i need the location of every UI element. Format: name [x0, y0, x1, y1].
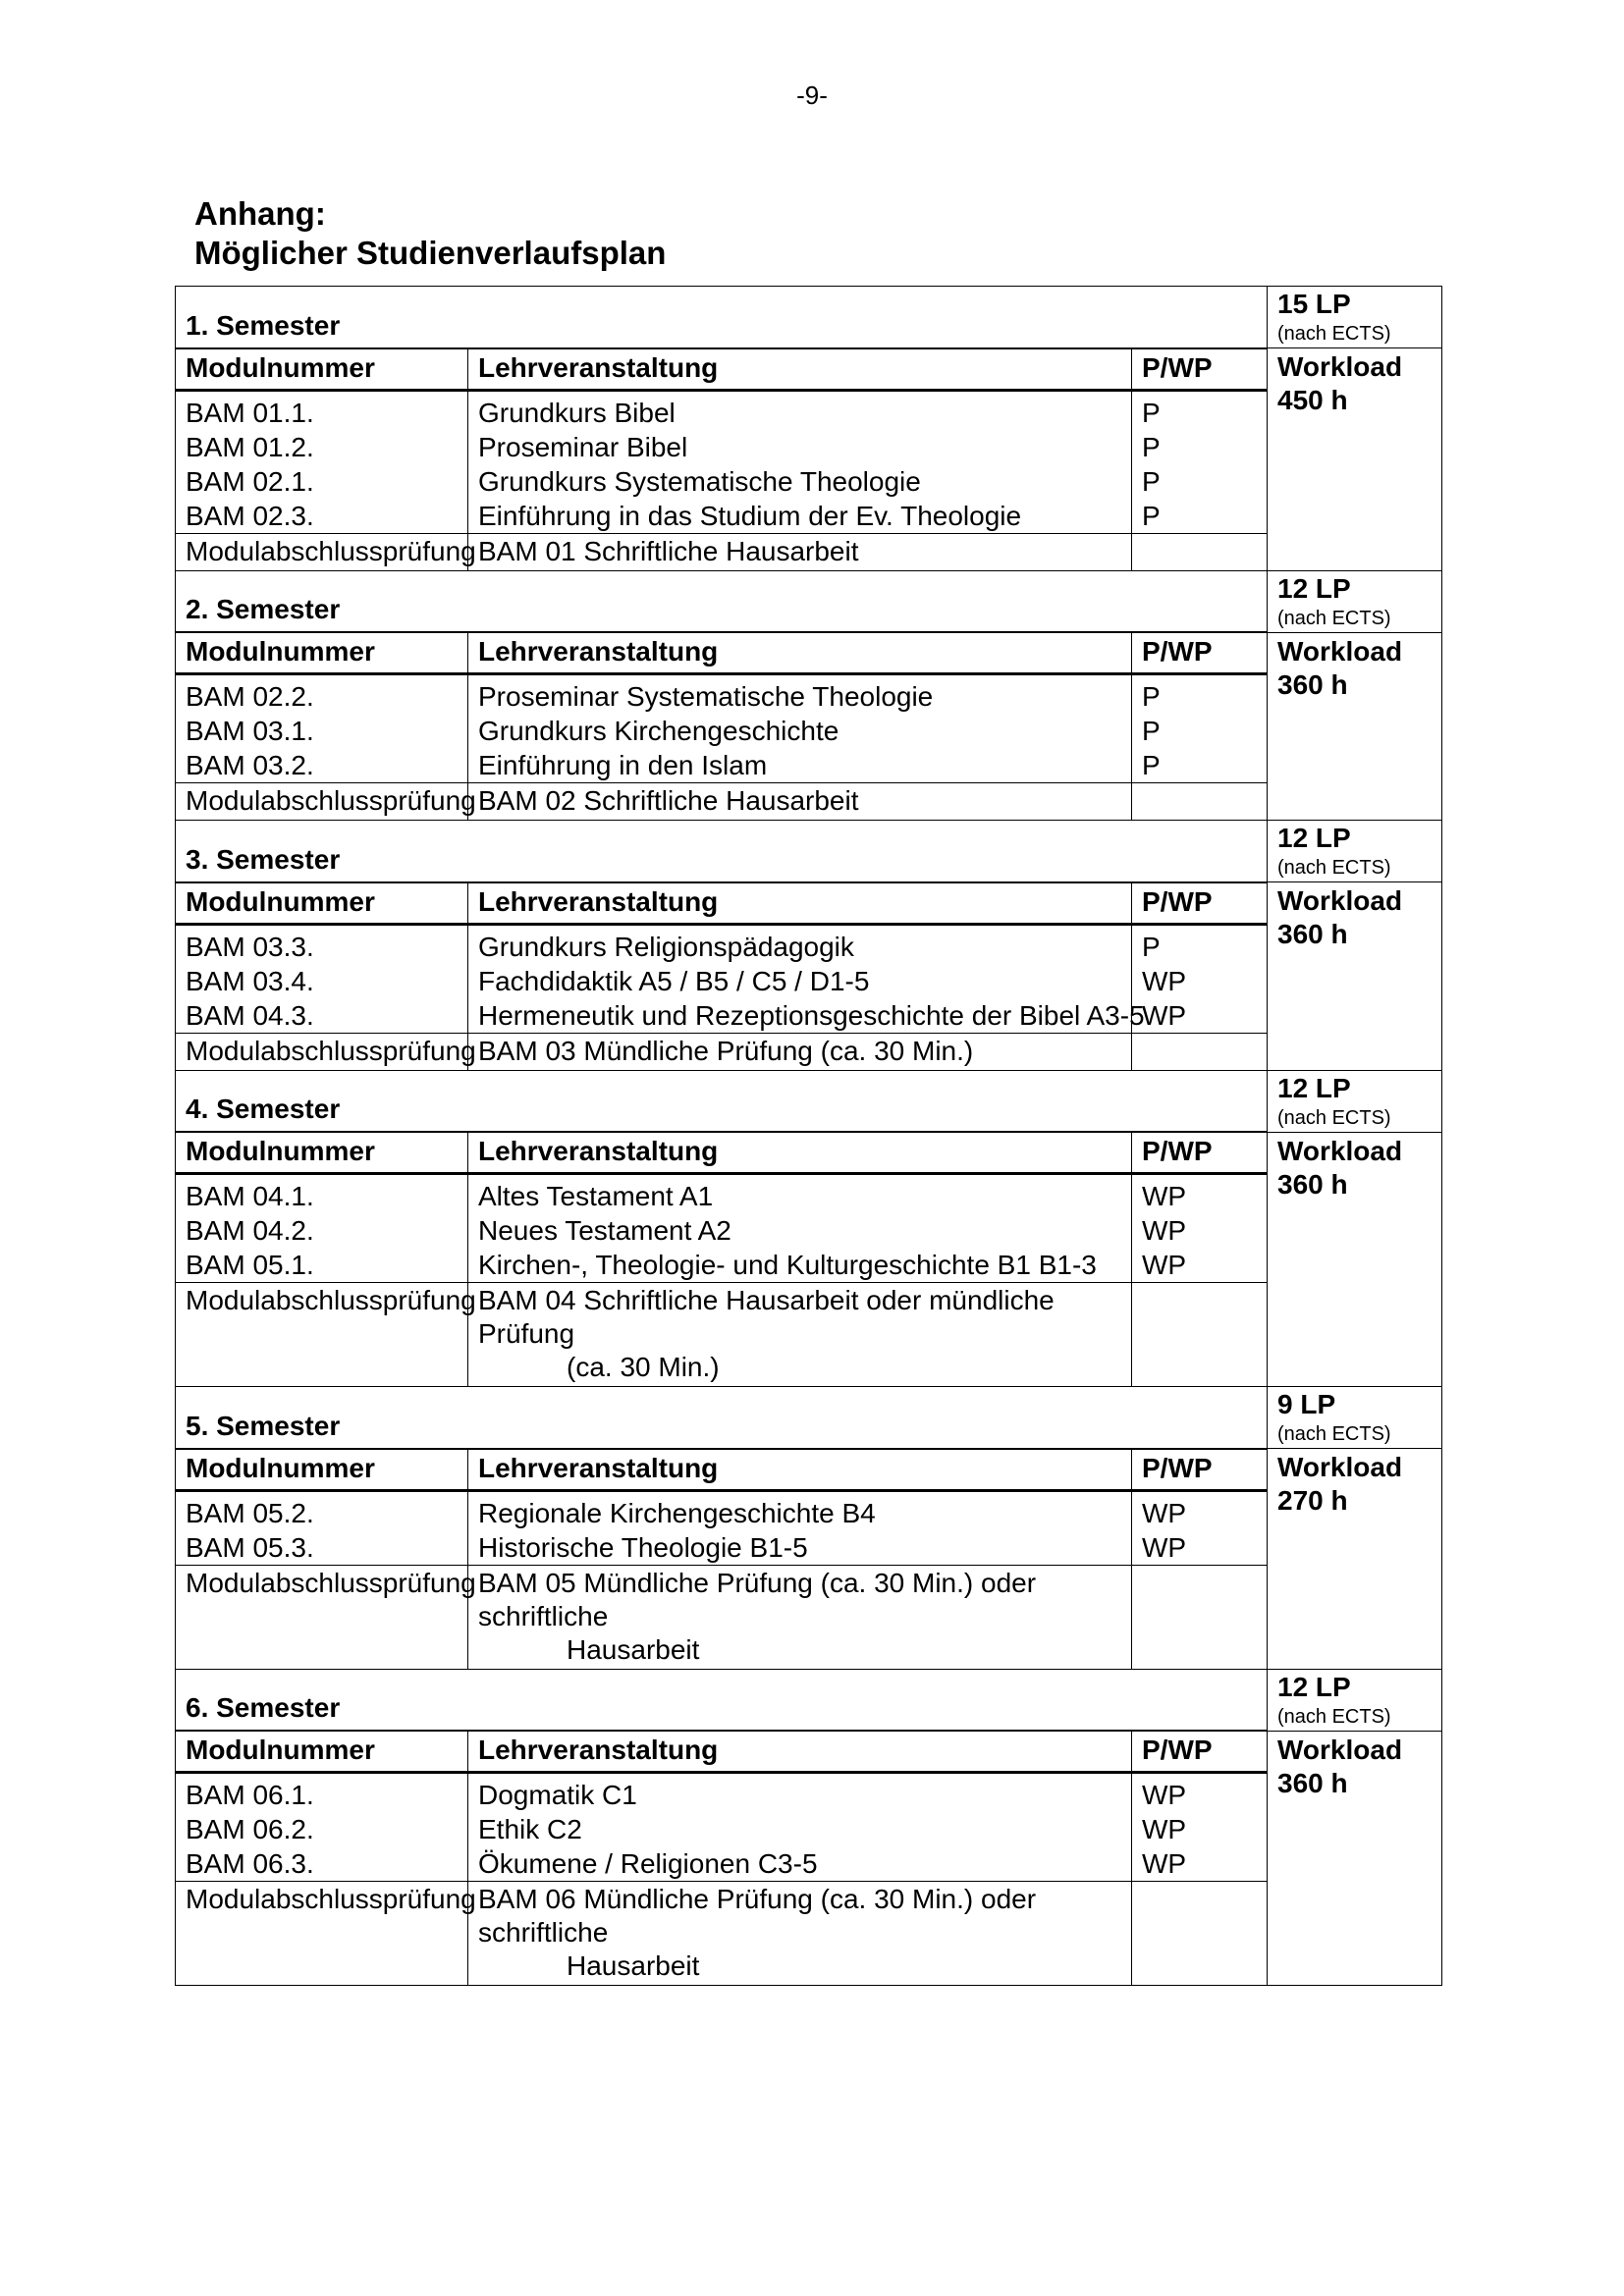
module-number: BAM 04.1. [186, 1181, 314, 1211]
header-lehrveranstaltung: Lehrveranstaltung [468, 348, 1132, 391]
semester-credit-points [1268, 1070, 1442, 1132]
exam-label: Modulabschlussprüfung [176, 1882, 468, 1986]
semester-credit-points [1268, 1387, 1442, 1449]
exam-type-empty [1132, 783, 1268, 821]
exam-row [176, 1033, 1442, 1070]
workload-label: Workload [1277, 635, 1403, 667]
exam-type-empty [1132, 1033, 1268, 1070]
course-name-list [468, 1174, 1132, 1283]
course-name-list [468, 924, 1145, 1033]
course-name: Ökumene / Religionen C3-5 [478, 1848, 818, 1879]
exam-description [468, 1565, 1132, 1669]
lp-value: 15 LP [1277, 289, 1351, 319]
workload-value: 360 h [1277, 668, 1348, 700]
lp-value: 12 LP [1277, 823, 1351, 853]
exam-description-line-1: BAM 02 Schriftliche Hausarbeit [478, 785, 859, 816]
exam-description [468, 1283, 1132, 1387]
semester-title: 5. Semester [176, 1387, 1268, 1449]
course-type: P [1142, 931, 1161, 962]
course-type: WP [1142, 1531, 1187, 1563]
exam-label: Modulabschlussprüfung [176, 1033, 468, 1070]
header-pwp: P/WP [1132, 348, 1268, 391]
exam-description-line-1: BAM 05 Mündliche Prüfung (ca. 30 Min.) oder schriftliche [478, 1567, 1037, 1631]
exam-row [176, 1565, 1442, 1669]
header-modulnummer: Modulnummer [176, 1731, 468, 1773]
course-list-row [176, 390, 1442, 533]
course-name: Kirchen-, Theologie- und Kulturgeschichte B1 B1-3 [478, 1250, 1097, 1280]
course-name: Proseminar Bibel [478, 431, 688, 462]
course-type: WP [1142, 1497, 1187, 1528]
semester-title: 1. Semester [176, 287, 1268, 348]
exam-description-line-2: Hausarbeit [567, 1950, 700, 1981]
column-header-row [176, 348, 1442, 391]
exam-row [176, 1882, 1442, 1986]
module-number: BAM 06.1. [186, 1780, 314, 1810]
exam-description [468, 1882, 1132, 1986]
semester-title-row [176, 821, 1442, 882]
semester-title-row [176, 1387, 1442, 1449]
page-number: -9- [796, 80, 828, 110]
lp-value: 12 LP [1277, 1671, 1351, 1702]
course-name-list [468, 1490, 1132, 1565]
exam-type-empty [1132, 1882, 1268, 1986]
header-lehrveranstaltung: Lehrveranstaltung [468, 1731, 1132, 1773]
course-name: Einführung in den Islam [478, 750, 768, 780]
course-type: WP [1142, 965, 1187, 996]
module-number: BAM 06.3. [186, 1848, 314, 1879]
module-number: BAM 05.2. [186, 1497, 314, 1528]
semester-credit-points [1268, 287, 1442, 348]
course-type: P [1142, 431, 1161, 462]
lp-value: 12 LP [1277, 572, 1351, 604]
module-number: BAM 03.3. [186, 931, 314, 962]
course-type: WP [1142, 1181, 1187, 1211]
course-type: P [1142, 397, 1161, 428]
column-header-row [176, 1731, 1442, 1773]
course-type: WP [1142, 999, 1187, 1031]
course-name: Regionale Kirchengeschichte B4 [478, 1497, 876, 1528]
module-number: BAM 06.2. [186, 1814, 314, 1844]
course-name-list [468, 390, 1132, 533]
semester-title-row [176, 1669, 1442, 1731]
course-type: P [1142, 750, 1161, 780]
workload-cell [1268, 632, 1442, 821]
module-number: BAM 01.1. [186, 397, 314, 428]
module-number: BAM 03.4. [186, 965, 314, 996]
exam-label: Modulabschlussprüfung [176, 1283, 468, 1387]
workload-cell [1268, 1449, 1442, 1670]
exam-type-empty [1132, 1565, 1268, 1669]
course-name: Hermeneutik und Rezeptionsgeschichte der Bibel A3-5 [478, 999, 1145, 1031]
exam-description [468, 533, 1132, 570]
workload-cell [1268, 1132, 1442, 1387]
course-type-list [1132, 1490, 1268, 1565]
semester-title-row [176, 570, 1442, 632]
module-number: BAM 02.3. [186, 500, 314, 531]
lp-note: (nach ECTS) [1277, 1106, 1391, 1129]
heading-line-2: Möglicher Studienverlaufsplan [194, 235, 667, 271]
module-number: BAM 01.2. [186, 431, 314, 462]
course-type: WP [1142, 1780, 1187, 1810]
exam-description [468, 783, 1132, 821]
course-type-list [1132, 1773, 1268, 1882]
course-type: P [1142, 716, 1161, 746]
course-name: Grundkurs Systematische Theologie [478, 465, 921, 497]
module-number: BAM 04.2. [186, 1215, 314, 1246]
exam-description-line-1: BAM 03 Mündliche Prüfung (ca. 30 Min.) [478, 1035, 974, 1066]
module-number: BAM 02.2. [186, 681, 314, 712]
semester-title: 3. Semester [176, 821, 1268, 882]
lp-note: (nach ECTS) [1277, 323, 1391, 345]
exam-row [176, 1283, 1442, 1387]
lp-value: 12 LP [1277, 1072, 1351, 1103]
exam-description [468, 1033, 1132, 1070]
course-type: P [1142, 500, 1161, 531]
course-list-row [176, 674, 1442, 783]
semester-title: 4. Semester [176, 1070, 1268, 1132]
workload-value: 450 h [1277, 385, 1348, 415]
course-name: Grundkurs Kirchengeschichte [478, 716, 839, 746]
course-name: Grundkurs Bibel [478, 397, 676, 428]
lp-note: (nach ECTS) [1277, 1423, 1391, 1445]
header-lehrveranstaltung: Lehrveranstaltung [468, 632, 1132, 674]
course-name: Fachdidaktik A5 / B5 / C5 / D1-5 [478, 965, 870, 996]
semester-title: 2. Semester [176, 570, 1268, 632]
exam-label: Modulabschlussprüfung [176, 1565, 468, 1669]
module-number-list [176, 924, 468, 1033]
workload-label: Workload [1277, 1452, 1403, 1482]
course-name: Ethik C2 [478, 1814, 582, 1844]
lp-note: (nach ECTS) [1277, 857, 1391, 879]
semester-credit-points [1268, 821, 1442, 882]
workload-cell [1268, 1731, 1442, 1986]
exam-type-empty [1132, 1283, 1268, 1387]
course-name-list [468, 1773, 1132, 1882]
header-modulnummer: Modulnummer [176, 882, 468, 925]
course-list-row [176, 1773, 1442, 1882]
course-type: WP [1142, 1848, 1187, 1879]
course-list-row [176, 1490, 1442, 1565]
column-header-row [176, 1449, 1442, 1491]
course-name: Einführung in das Studium der Ev. Theologie [478, 500, 1022, 531]
lp-note: (nach ECTS) [1277, 1705, 1391, 1728]
course-name: Neues Testament A2 [478, 1215, 731, 1246]
exam-description-line-1: BAM 01 Schriftliche Hausarbeit [478, 535, 859, 566]
exam-label: Modulabschlussprüfung [176, 533, 468, 570]
column-header-row [176, 1132, 1442, 1174]
module-number-list [176, 1773, 468, 1882]
exam-description-line-1: BAM 04 Schriftliche Hausarbeit oder mündliche Prüfung [478, 1285, 1055, 1349]
course-name: Historische Theologie B1-5 [478, 1531, 808, 1563]
workload-label: Workload [1277, 1135, 1403, 1166]
module-number: BAM 03.1. [186, 716, 314, 746]
workload-label: Workload [1277, 1734, 1403, 1765]
semester-title-row [176, 287, 1442, 348]
column-header-row [176, 882, 1442, 925]
module-number-list [176, 1174, 468, 1283]
header-modulnummer: Modulnummer [176, 1449, 468, 1491]
module-number: BAM 05.3. [186, 1531, 314, 1563]
header-pwp: P/WP [1132, 882, 1268, 925]
lp-note: (nach ECTS) [1277, 607, 1391, 629]
semester-title-row [176, 1070, 1442, 1132]
workload-value: 360 h [1277, 1168, 1348, 1200]
module-number: BAM 04.3. [186, 999, 314, 1031]
course-type: WP [1142, 1814, 1187, 1844]
course-name: Proseminar Systematische Theologie [478, 681, 934, 712]
course-type-list [1132, 924, 1268, 1033]
course-type-list [1132, 390, 1268, 533]
exam-description-line-1: BAM 06 Mündliche Prüfung (ca. 30 Min.) oder schriftliche [478, 1884, 1037, 1948]
exam-row [176, 783, 1442, 821]
course-list-row [176, 924, 1442, 1033]
header-modulnummer: Modulnummer [176, 348, 468, 391]
header-pwp: P/WP [1132, 1731, 1268, 1773]
exam-type-empty [1132, 533, 1268, 570]
module-number: BAM 02.1. [186, 465, 314, 497]
page-heading [194, 194, 666, 273]
module-number-list [176, 1490, 468, 1565]
course-name: Altes Testament A1 [478, 1181, 714, 1211]
workload-value: 360 h [1277, 1767, 1348, 1798]
lp-value: 9 LP [1277, 1389, 1336, 1419]
course-type-list [1132, 1174, 1268, 1283]
workload-cell [1268, 348, 1442, 571]
course-name-list [468, 674, 1132, 783]
heading-line-1: Anhang: [194, 195, 326, 232]
exam-row [176, 533, 1442, 570]
module-number-list [176, 674, 468, 783]
study-plan-table [175, 286, 1442, 1986]
header-modulnummer: Modulnummer [176, 632, 468, 674]
header-lehrveranstaltung: Lehrveranstaltung [468, 1132, 1132, 1174]
header-lehrveranstaltung: Lehrveranstaltung [468, 882, 1132, 925]
semester-title: 6. Semester [176, 1669, 1268, 1731]
semester-credit-points [1268, 1669, 1442, 1731]
workload-label: Workload [1277, 885, 1403, 916]
course-name: Dogmatik C1 [478, 1780, 637, 1810]
exam-label: Modulabschlussprüfung [176, 783, 468, 821]
header-pwp: P/WP [1132, 1132, 1268, 1174]
header-pwp: P/WP [1132, 632, 1268, 674]
header-modulnummer: Modulnummer [176, 1132, 468, 1174]
course-list-row [176, 1174, 1442, 1283]
module-number: BAM 03.2. [186, 750, 314, 780]
study-plan-body [176, 287, 1442, 1986]
exam-description-line-2: Hausarbeit [567, 1633, 700, 1665]
module-number-list [176, 390, 468, 533]
course-type: P [1142, 681, 1161, 712]
course-type: WP [1142, 1215, 1187, 1246]
workload-value: 270 h [1277, 1485, 1348, 1516]
module-number: BAM 05.1. [186, 1250, 314, 1280]
course-type-list [1132, 674, 1268, 783]
exam-description-line-2: (ca. 30 Min.) [567, 1352, 720, 1382]
course-type: P [1142, 465, 1161, 497]
workload-cell [1268, 882, 1442, 1071]
semester-credit-points [1268, 570, 1442, 632]
header-pwp: P/WP [1132, 1449, 1268, 1491]
course-name: Grundkurs Religionspädagogik [478, 931, 854, 962]
workload-label: Workload [1277, 351, 1403, 382]
column-header-row [176, 632, 1442, 674]
workload-value: 360 h [1277, 919, 1348, 949]
course-type: WP [1142, 1250, 1187, 1280]
header-lehrveranstaltung: Lehrveranstaltung [468, 1449, 1132, 1491]
